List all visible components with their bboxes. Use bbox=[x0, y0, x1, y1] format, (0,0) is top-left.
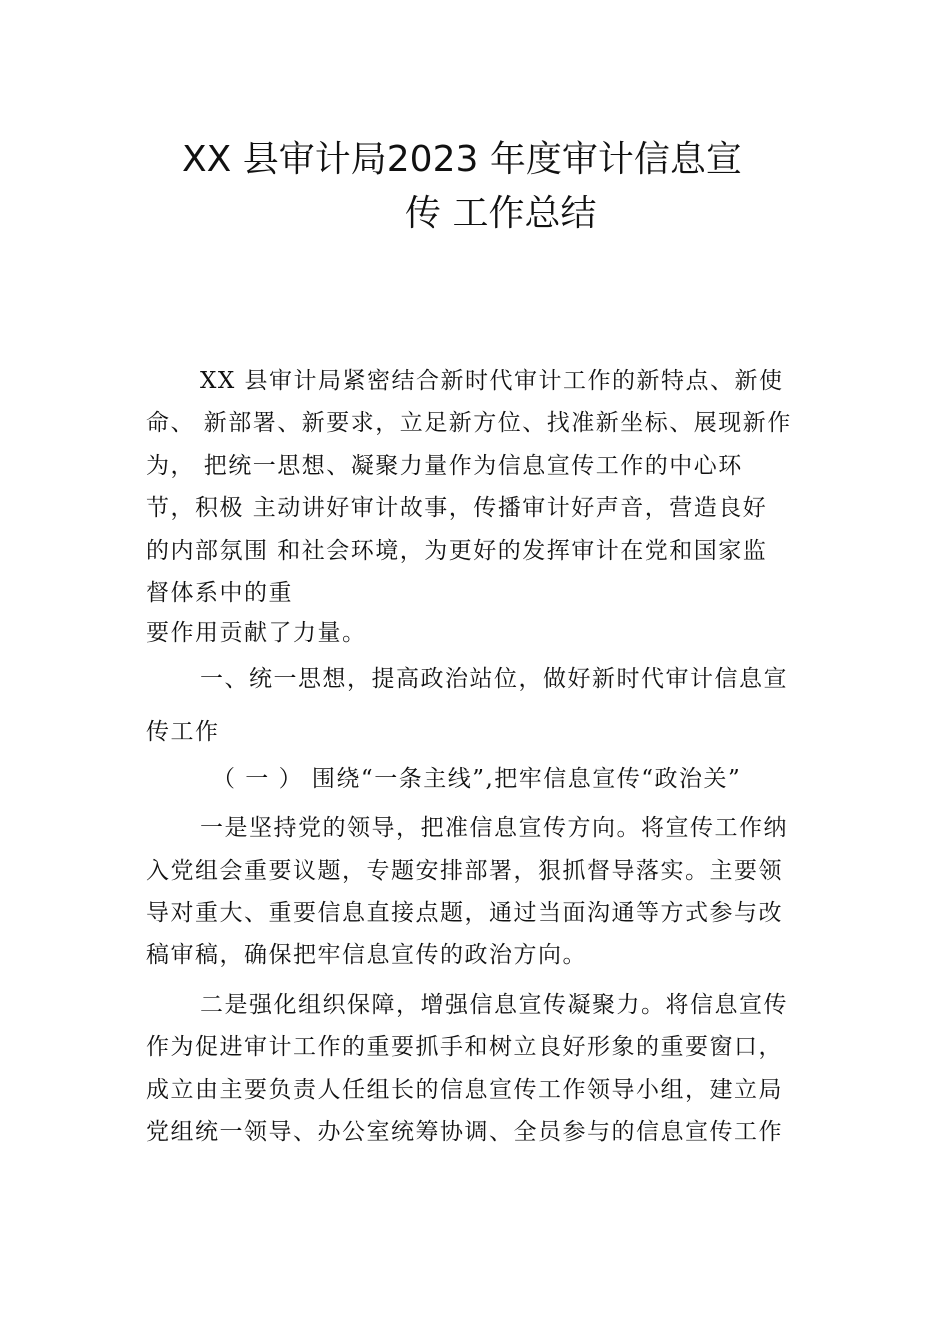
paragraph-line: 入党组会重要议题，专题安排部署，狠抓督导落实。主要领 bbox=[146, 858, 783, 884]
section-heading-line: 传工作 bbox=[146, 719, 220, 745]
paragraph-line: 稿审稿，确保把牢信息宣传的政治方向。 bbox=[146, 942, 587, 968]
paragraph-line: 作为促进审计工作的重要抓手和树立良好形象的重要窗口， bbox=[146, 1034, 783, 1060]
paragraph-line: 二是强化组织保障，增强信息宣传凝聚力。将信息宣传 bbox=[200, 992, 788, 1018]
intro-line: 为， 把统一思想、凝聚力量作为信息宣传工作的中心环 bbox=[146, 453, 743, 479]
intro-line: 督体系中的重 bbox=[146, 580, 293, 606]
intro-line: 要作用贡献了力量。 bbox=[146, 620, 367, 646]
intro-line: XX 县审计局紧密结合新时代审计工作的新特点、新使 bbox=[200, 368, 784, 394]
paragraph-line: 成立由主要负责人任组长的信息宣传工作领导小组，建立局 bbox=[146, 1077, 783, 1103]
intro-line: 的内部氛围 和社会环境，为更好的发挥审计在党和国家监 bbox=[146, 538, 768, 564]
paragraph-line: 导对重大、重要信息直接点题，通过当面沟通等方式参与改 bbox=[146, 900, 783, 926]
section-heading-line: 一、统一思想，提高政治站位，做好新时代审计信息宣 bbox=[200, 666, 788, 692]
subsection-heading: （ 一 ） 围绕“一条主线”,把牢信息宣传“政治关” bbox=[212, 766, 742, 792]
document-title-line-1: XX 县审计局2023 年度审计信息宣 bbox=[182, 139, 742, 180]
intro-line: 命、 新部署、新要求，立足新方位、找准新坐标、展现新作 bbox=[146, 410, 792, 436]
paragraph-line: 党组统一领导、办公室统筹协调、全员参与的信息宣传工作 bbox=[146, 1119, 783, 1145]
document-title-line-2: 传 工作总结 bbox=[405, 193, 597, 234]
intro-line: 节，积极 主动讲好审计故事，传播审计好声音，营造良好 bbox=[146, 495, 768, 521]
paragraph-line: 一是坚持党的领导，把准信息宣传方向。将宣传工作纳 bbox=[200, 815, 788, 841]
